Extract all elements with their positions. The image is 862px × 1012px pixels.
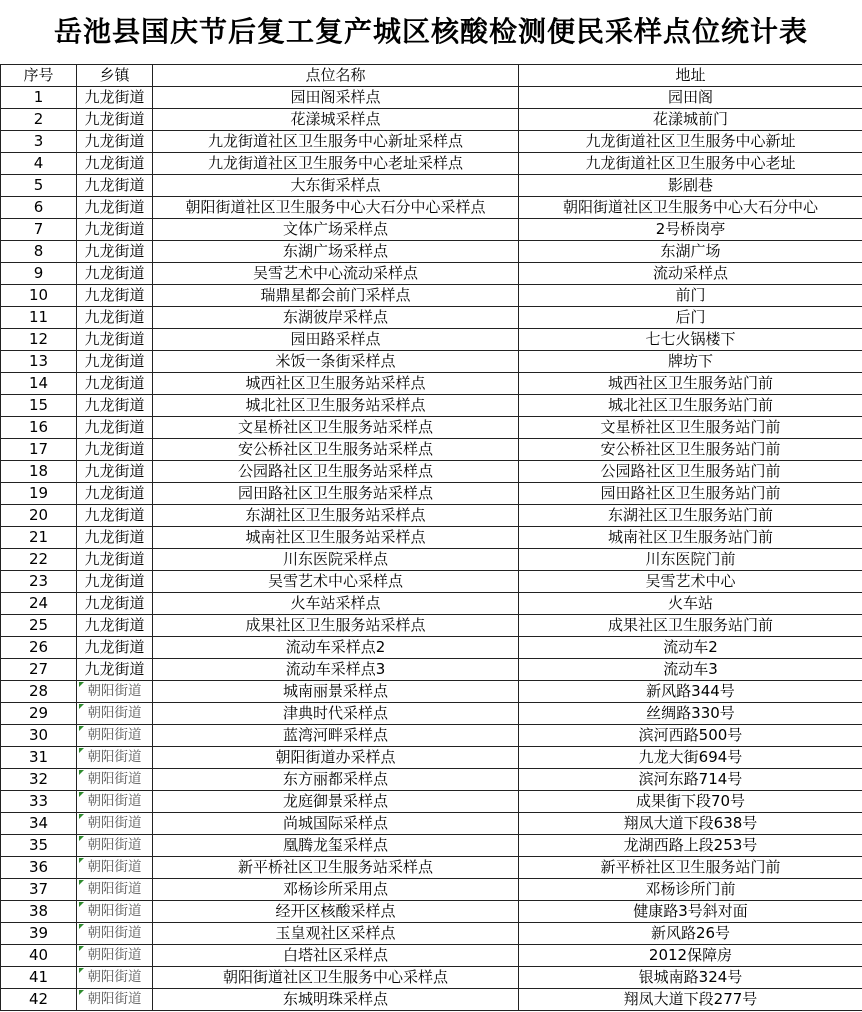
table-row — [1, 395, 862, 417]
serial-cell: 18 — [1, 461, 77, 483]
address-cell: 园田路社区卫生服务站门前 — [519, 483, 862, 505]
table-row — [1, 483, 862, 505]
serial-cell: 5 — [1, 175, 77, 197]
town-cell: 九龙街道 — [77, 87, 153, 109]
town-cell: 九龙街道 — [77, 461, 153, 483]
town-cell: 九龙街道 — [77, 329, 153, 351]
point-name-cell: 公园路社区卫生服务站采样点 — [153, 461, 519, 483]
table-row — [1, 87, 862, 109]
address-cell: 邓杨诊所门前 — [519, 879, 862, 901]
town-cell: 九龙街道 — [77, 439, 153, 461]
address-cell: 城西社区卫生服务站门前 — [519, 373, 862, 395]
point-name-cell: 花漾城采样点 — [153, 109, 519, 131]
serial-cell: 13 — [1, 351, 77, 373]
serial-cell: 29 — [1, 703, 77, 725]
address-cell: 川东医院门前 — [519, 549, 862, 571]
table-row — [1, 989, 862, 1011]
address-cell: 成果街下段70号 — [519, 791, 862, 813]
address-cell: 东湖广场 — [519, 241, 862, 263]
address-cell: 新平桥社区卫生服务站门前 — [519, 857, 862, 879]
town-cell: 九龙街道 — [77, 131, 153, 153]
serial-cell: 30 — [1, 725, 77, 747]
serial-cell: 21 — [1, 527, 77, 549]
point-name-cell: 东湖广场采样点 — [153, 241, 519, 263]
serial-cell: 42 — [1, 989, 77, 1011]
serial-cell: 27 — [1, 659, 77, 681]
address-cell: 后门 — [519, 307, 862, 329]
point-name-cell: 吴雪艺术中心流动采样点 — [153, 263, 519, 285]
page-title: 岳池县国庆节后复工复产城区核酸检测便民采样点位统计表 — [53, 15, 808, 48]
point-name-cell: 津典时代采样点 — [153, 703, 519, 725]
table-row — [1, 351, 862, 373]
header-serial: 序号 — [1, 65, 77, 87]
serial-cell: 9 — [1, 263, 77, 285]
town-cell: 九龙街道 — [77, 175, 153, 197]
serial-cell: 12 — [1, 329, 77, 351]
table-row — [1, 659, 862, 681]
serial-cell: 3 — [1, 131, 77, 153]
point-name-cell: 流动车采样点3 — [153, 659, 519, 681]
address-cell: 龙湖西路上段253号 — [519, 835, 862, 857]
town-cell: 九龙街道 — [77, 109, 153, 131]
table-header-row — [1, 65, 862, 87]
address-cell: 文星桥社区卫生服务站门前 — [519, 417, 862, 439]
address-cell: 安公桥社区卫生服务站门前 — [519, 439, 862, 461]
point-name-cell: 邓杨诊所采用点 — [153, 879, 519, 901]
address-cell: 九龙街道社区卫生服务中心新址 — [519, 131, 862, 153]
point-name-cell: 新平桥社区卫生服务站采样点 — [153, 857, 519, 879]
point-name-cell: 尚城国际采样点 — [153, 813, 519, 835]
table-row — [1, 725, 862, 747]
point-name-cell: 龙庭御景采样点 — [153, 791, 519, 813]
serial-cell: 37 — [1, 879, 77, 901]
town-cell: 九龙街道 — [77, 263, 153, 285]
address-cell: 丝绸路330号 — [519, 703, 862, 725]
point-name-cell: 凰腾龙玺采样点 — [153, 835, 519, 857]
header-address: 地址 — [519, 65, 862, 87]
point-name-cell: 东方丽都采样点 — [153, 769, 519, 791]
point-name-cell: 朝阳街道办采样点 — [153, 747, 519, 769]
table-row — [1, 527, 862, 549]
table-row — [1, 461, 862, 483]
point-name-cell: 园田阁采样点 — [153, 87, 519, 109]
point-name-cell: 九龙街道社区卫生服务中心新址采样点 — [153, 131, 519, 153]
point-name-cell: 东湖彼岸采样点 — [153, 307, 519, 329]
serial-cell: 2 — [1, 109, 77, 131]
town-cell: 朝阳街道 — [77, 857, 153, 879]
town-cell: 九龙街道 — [77, 637, 153, 659]
table-row — [1, 637, 862, 659]
town-cell: 朝阳街道 — [77, 989, 153, 1011]
town-cell: 朝阳街道 — [77, 791, 153, 813]
table-row — [1, 175, 862, 197]
table-row — [1, 835, 862, 857]
point-name-cell: 朝阳街道社区卫生服务中心采样点 — [153, 967, 519, 989]
table-row — [1, 153, 862, 175]
table-row — [1, 571, 862, 593]
serial-cell: 36 — [1, 857, 77, 879]
address-cell: 流动车2 — [519, 637, 862, 659]
address-cell: 公园路社区卫生服务站门前 — [519, 461, 862, 483]
serial-cell: 17 — [1, 439, 77, 461]
serial-cell: 4 — [1, 153, 77, 175]
town-cell: 九龙街道 — [77, 219, 153, 241]
address-cell: 2号桥岗亭 — [519, 219, 862, 241]
point-name-cell: 城南社区卫生服务站采样点 — [153, 527, 519, 549]
town-cell: 朝阳街道 — [77, 769, 153, 791]
table-row — [1, 769, 862, 791]
town-cell: 朝阳街道 — [77, 923, 153, 945]
address-cell: 城南社区卫生服务站门前 — [519, 527, 862, 549]
point-name-cell: 蓝湾河畔采样点 — [153, 725, 519, 747]
address-cell: 牌坊下 — [519, 351, 862, 373]
table-row — [1, 219, 862, 241]
table-row — [1, 373, 862, 395]
address-cell: 健康路3号斜对面 — [519, 901, 862, 923]
town-cell: 九龙街道 — [77, 395, 153, 417]
town-cell: 九龙街道 — [77, 659, 153, 681]
point-name-cell: 文体广场采样点 — [153, 219, 519, 241]
town-cell: 朝阳街道 — [77, 813, 153, 835]
town-cell: 朝阳街道 — [77, 967, 153, 989]
town-cell: 朝阳街道 — [77, 879, 153, 901]
table-row — [1, 857, 862, 879]
town-cell: 朝阳街道 — [77, 835, 153, 857]
town-cell: 九龙街道 — [77, 285, 153, 307]
town-cell: 朝阳街道 — [77, 945, 153, 967]
address-cell: 新风路344号 — [519, 681, 862, 703]
table-row — [1, 505, 862, 527]
point-name-cell: 白塔社区采样点 — [153, 945, 519, 967]
serial-cell: 35 — [1, 835, 77, 857]
table-row — [1, 417, 862, 439]
address-cell: 滨河西路500号 — [519, 725, 862, 747]
town-cell: 九龙街道 — [77, 527, 153, 549]
point-name-cell: 大东街采样点 — [153, 175, 519, 197]
point-name-cell: 园田路社区卫生服务站采样点 — [153, 483, 519, 505]
address-cell: 九龙大街694号 — [519, 747, 862, 769]
table-row — [1, 307, 862, 329]
serial-cell: 15 — [1, 395, 77, 417]
table-row — [1, 285, 862, 307]
table-row — [1, 593, 862, 615]
serial-cell: 24 — [1, 593, 77, 615]
town-cell: 九龙街道 — [77, 593, 153, 615]
serial-cell: 28 — [1, 681, 77, 703]
serial-cell: 25 — [1, 615, 77, 637]
serial-cell: 34 — [1, 813, 77, 835]
point-name-cell: 朝阳街道社区卫生服务中心大石分中心采样点 — [153, 197, 519, 219]
serial-cell: 33 — [1, 791, 77, 813]
address-cell: 东湖社区卫生服务站门前 — [519, 505, 862, 527]
table-row — [1, 109, 862, 131]
table-row — [1, 703, 862, 725]
point-name-cell: 米饭一条街采样点 — [153, 351, 519, 373]
town-cell: 朝阳街道 — [77, 703, 153, 725]
serial-cell: 40 — [1, 945, 77, 967]
point-name-cell: 东城明珠采样点 — [153, 989, 519, 1011]
address-cell: 流动车3 — [519, 659, 862, 681]
serial-cell: 16 — [1, 417, 77, 439]
address-cell: 前门 — [519, 285, 862, 307]
address-cell: 七七火锅楼下 — [519, 329, 862, 351]
serial-cell: 8 — [1, 241, 77, 263]
town-cell: 九龙街道 — [77, 351, 153, 373]
serial-cell: 7 — [1, 219, 77, 241]
table-row — [1, 879, 862, 901]
serial-cell: 6 — [1, 197, 77, 219]
address-cell: 园田阁 — [519, 87, 862, 109]
address-cell: 滨河东路714号 — [519, 769, 862, 791]
town-cell: 九龙街道 — [77, 307, 153, 329]
table-body — [1, 87, 862, 1011]
point-name-cell: 安公桥社区卫生服务站采样点 — [153, 439, 519, 461]
town-cell: 九龙街道 — [77, 197, 153, 219]
point-name-cell: 玉皇观社区采样点 — [153, 923, 519, 945]
town-cell: 九龙街道 — [77, 571, 153, 593]
point-name-cell: 城西社区卫生服务站采样点 — [153, 373, 519, 395]
serial-cell: 19 — [1, 483, 77, 505]
table-row — [1, 901, 862, 923]
address-cell: 流动采样点 — [519, 263, 862, 285]
point-name-cell: 成果社区卫生服务站采样点 — [153, 615, 519, 637]
table-row — [1, 263, 862, 285]
town-cell: 九龙街道 — [77, 153, 153, 175]
serial-cell: 23 — [1, 571, 77, 593]
town-cell: 朝阳街道 — [77, 901, 153, 923]
address-cell: 新风路26号 — [519, 923, 862, 945]
table-row — [1, 615, 862, 637]
point-name-cell: 城南丽景采样点 — [153, 681, 519, 703]
table-row — [1, 945, 862, 967]
serial-cell: 32 — [1, 769, 77, 791]
header-town: 乡镇 — [77, 65, 153, 87]
point-name-cell: 九龙街道社区卫生服务中心老址采样点 — [153, 153, 519, 175]
town-cell: 朝阳街道 — [77, 747, 153, 769]
point-name-cell: 经开区核酸采样点 — [153, 901, 519, 923]
table-row — [1, 681, 862, 703]
address-cell: 火车站 — [519, 593, 862, 615]
table-row — [1, 241, 862, 263]
town-cell: 九龙街道 — [77, 483, 153, 505]
serial-cell: 31 — [1, 747, 77, 769]
table-row — [1, 197, 862, 219]
address-cell: 朝阳街道社区卫生服务中心大石分中心 — [519, 197, 862, 219]
header-point-name: 点位名称 — [153, 65, 519, 87]
point-name-cell: 园田路采样点 — [153, 329, 519, 351]
address-cell: 花漾城前门 — [519, 109, 862, 131]
serial-cell: 20 — [1, 505, 77, 527]
table-row — [1, 747, 862, 769]
sampling-points-table — [0, 64, 862, 1011]
address-cell: 成果社区卫生服务站门前 — [519, 615, 862, 637]
serial-cell: 39 — [1, 923, 77, 945]
table-row — [1, 439, 862, 461]
point-name-cell: 文星桥社区卫生服务站采样点 — [153, 417, 519, 439]
table-row — [1, 967, 862, 989]
serial-cell: 38 — [1, 901, 77, 923]
point-name-cell: 城北社区卫生服务站采样点 — [153, 395, 519, 417]
address-cell: 吴雪艺术中心 — [519, 571, 862, 593]
address-cell: 银城南路324号 — [519, 967, 862, 989]
town-cell: 九龙街道 — [77, 505, 153, 527]
address-cell: 九龙街道社区卫生服务中心老址 — [519, 153, 862, 175]
serial-cell: 22 — [1, 549, 77, 571]
town-cell: 朝阳街道 — [77, 725, 153, 747]
table-row — [1, 549, 862, 571]
serial-cell: 1 — [1, 87, 77, 109]
town-cell: 九龙街道 — [77, 549, 153, 571]
town-cell: 九龙街道 — [77, 241, 153, 263]
serial-cell: 14 — [1, 373, 77, 395]
address-cell: 翔凤大道下段638号 — [519, 813, 862, 835]
town-cell: 九龙街道 — [77, 373, 153, 395]
serial-cell: 26 — [1, 637, 77, 659]
town-cell: 九龙街道 — [77, 615, 153, 637]
point-name-cell: 东湖社区卫生服务站采样点 — [153, 505, 519, 527]
address-cell: 翔凤大道下段277号 — [519, 989, 862, 1011]
point-name-cell: 流动车采样点2 — [153, 637, 519, 659]
point-name-cell: 瑞鼎星都会前门采样点 — [153, 285, 519, 307]
address-cell: 2012保障房 — [519, 945, 862, 967]
table-row — [1, 813, 862, 835]
address-cell: 影剧巷 — [519, 175, 862, 197]
serial-cell: 41 — [1, 967, 77, 989]
serial-cell: 11 — [1, 307, 77, 329]
table-row — [1, 329, 862, 351]
table-row — [1, 923, 862, 945]
point-name-cell: 吴雪艺术中心采样点 — [153, 571, 519, 593]
table-row — [1, 131, 862, 153]
serial-cell: 10 — [1, 285, 77, 307]
point-name-cell: 川东医院采样点 — [153, 549, 519, 571]
point-name-cell: 火车站采样点 — [153, 593, 519, 615]
address-cell: 城北社区卫生服务站门前 — [519, 395, 862, 417]
table-row — [1, 791, 862, 813]
town-cell: 九龙街道 — [77, 417, 153, 439]
town-cell: 朝阳街道 — [77, 681, 153, 703]
